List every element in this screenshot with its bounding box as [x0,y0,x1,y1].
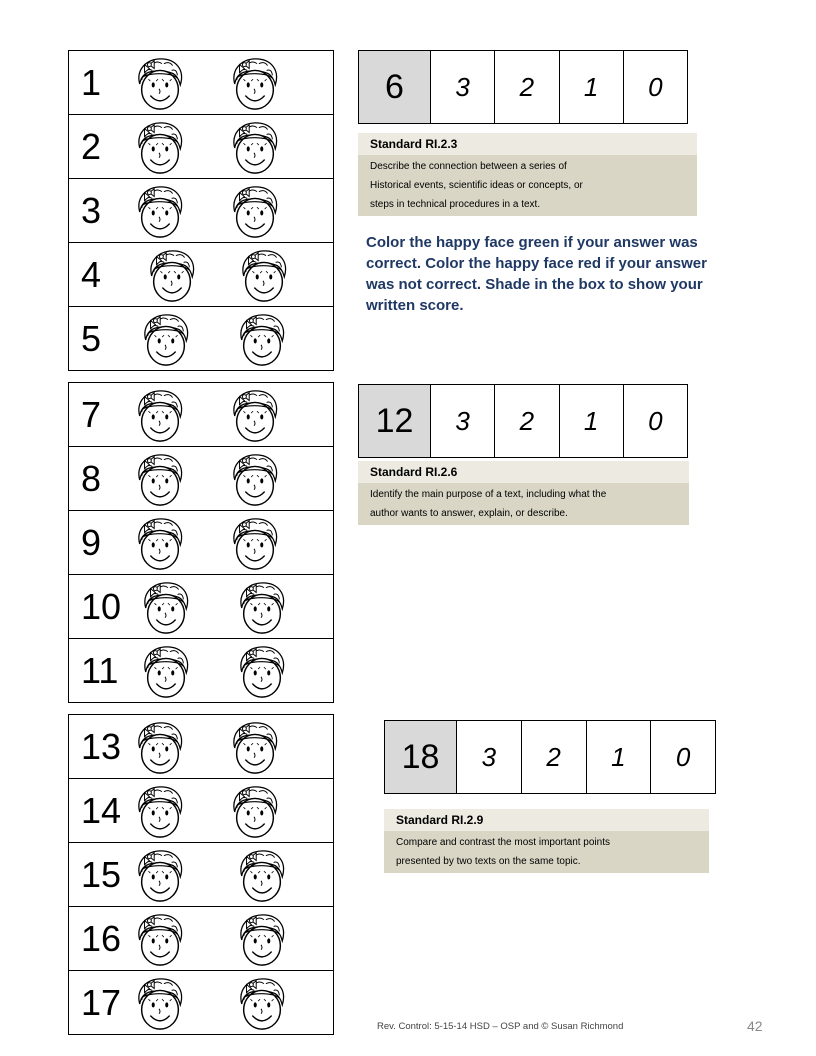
standard-line: Historical events, scientific ideas or concepts, or [370,180,583,191]
standard-description [384,831,709,873]
standard-title: Standard RI.2.9 [384,809,709,831]
happy-face-icon[interactable] [233,846,291,904]
question-row [69,115,333,179]
question-number: 13 [81,726,122,767]
happy-face-icon[interactable] [137,310,195,368]
score-option[interactable]: 1 [560,385,624,457]
score-question-number: 12 [359,385,431,457]
standard-box-1 [358,133,697,216]
standard-line: steps in technical procedures in a text. [370,199,541,210]
question-row [69,511,333,575]
score-option[interactable]: 2 [495,51,559,123]
happy-face-icon[interactable] [131,846,189,904]
page-number: 42 [747,1018,763,1034]
question-number: 16 [81,918,122,959]
question-row [69,179,333,243]
score-option[interactable]: 2 [522,721,587,793]
happy-face-icon[interactable] [131,718,189,776]
happy-face-icon[interactable] [131,386,189,444]
happy-face-icon[interactable] [131,910,189,968]
question-table-2 [68,382,334,703]
score-box-2 [358,384,688,458]
question-row [69,907,333,971]
happy-face-icon[interactable] [137,578,195,636]
happy-face-icon[interactable] [131,182,189,240]
score-option[interactable]: 0 [648,71,663,102]
standard-line: author wants to answer, explain, or describe. [370,508,568,519]
question-row [69,843,333,907]
happy-face-icon[interactable] [233,310,291,368]
question-row [69,715,333,779]
score-option[interactable]: 3 [431,385,495,457]
question-row [69,383,333,447]
standard-line: Describe the connection between a series of [370,161,567,172]
question-number: 5 [81,318,102,359]
standard-description [358,155,697,216]
happy-face-icon[interactable] [226,54,284,112]
question-row [69,971,333,1035]
question-number: 15 [81,854,122,895]
score-box-1 [358,50,688,124]
question-row [69,307,333,371]
happy-face-icon[interactable] [233,578,291,636]
instructions: Color the happy face green if your answer was correct. Color the happy face red if your answer was not correct. Shade in the box to show your written score. [366,234,707,314]
happy-face-icon[interactable] [226,718,284,776]
standard-box-3 [384,809,709,873]
score-question-number: 18 [385,721,457,793]
score-option[interactable]: 1 [560,51,624,123]
score-option[interactable]: 3 [457,721,522,793]
score-option[interactable]: 2 [495,385,559,457]
question-table-3 [68,714,334,1035]
question-number: 14 [81,790,122,831]
standard-description [358,483,689,525]
question-number: 1 [81,62,102,103]
question-number: 8 [81,458,102,499]
question-number: 4 [81,254,102,295]
question-row [69,639,333,703]
standard-box-2 [358,461,689,525]
score-option[interactable]: 1 [587,721,652,793]
happy-face-icon[interactable] [226,118,284,176]
question-number: 10 [81,586,122,627]
happy-face-icon[interactable] [131,54,189,112]
happy-face-icon[interactable] [137,642,195,700]
question-row [69,779,333,843]
happy-face-icon[interactable] [226,450,284,508]
happy-face-icon[interactable] [233,910,291,968]
score-option[interactable]: 0 [648,405,663,436]
question-row [69,51,333,115]
question-number: 2 [81,126,102,167]
happy-face-icon[interactable] [131,514,189,572]
score-box-3 [384,720,716,794]
question-number: 7 [81,394,102,435]
footer-rev-control: Rev. Control: 5-15-14 HSD – OSP and © Susan Richmond [377,1021,624,1032]
standard-title: Standard RI.2.3 [358,133,697,155]
happy-face-icon[interactable] [226,782,284,840]
happy-face-icon[interactable] [233,974,291,1032]
standard-title: Standard RI.2.6 [358,461,689,483]
happy-face-icon[interactable] [235,246,293,304]
happy-face-icon[interactable] [131,974,189,1032]
question-number: 17 [81,982,122,1023]
score-option[interactable]: 0 [675,741,691,772]
happy-face-icon[interactable] [143,246,201,304]
happy-face-icon[interactable] [131,450,189,508]
question-table-1 [68,50,334,371]
happy-face-icon[interactable] [226,514,284,572]
happy-face-icon[interactable] [226,386,284,444]
standard-line: Compare and contrast the most important points [396,837,610,848]
happy-face-icon[interactable] [131,118,189,176]
score-question-number: 6 [359,51,431,123]
happy-face-icon[interactable] [233,642,291,700]
question-number: 11 [81,650,119,691]
standard-line: Identify the main purpose of a text, including what the [370,489,607,500]
happy-face-icon[interactable] [226,182,284,240]
score-option[interactable]: 3 [431,51,495,123]
question-row [69,243,333,307]
standard-line: presented by two texts on the same topic. [396,856,581,867]
question-number: 3 [81,190,102,231]
question-row [69,447,333,511]
happy-face-icon[interactable] [131,782,189,840]
question-row [69,575,333,639]
question-number: 9 [81,522,102,563]
